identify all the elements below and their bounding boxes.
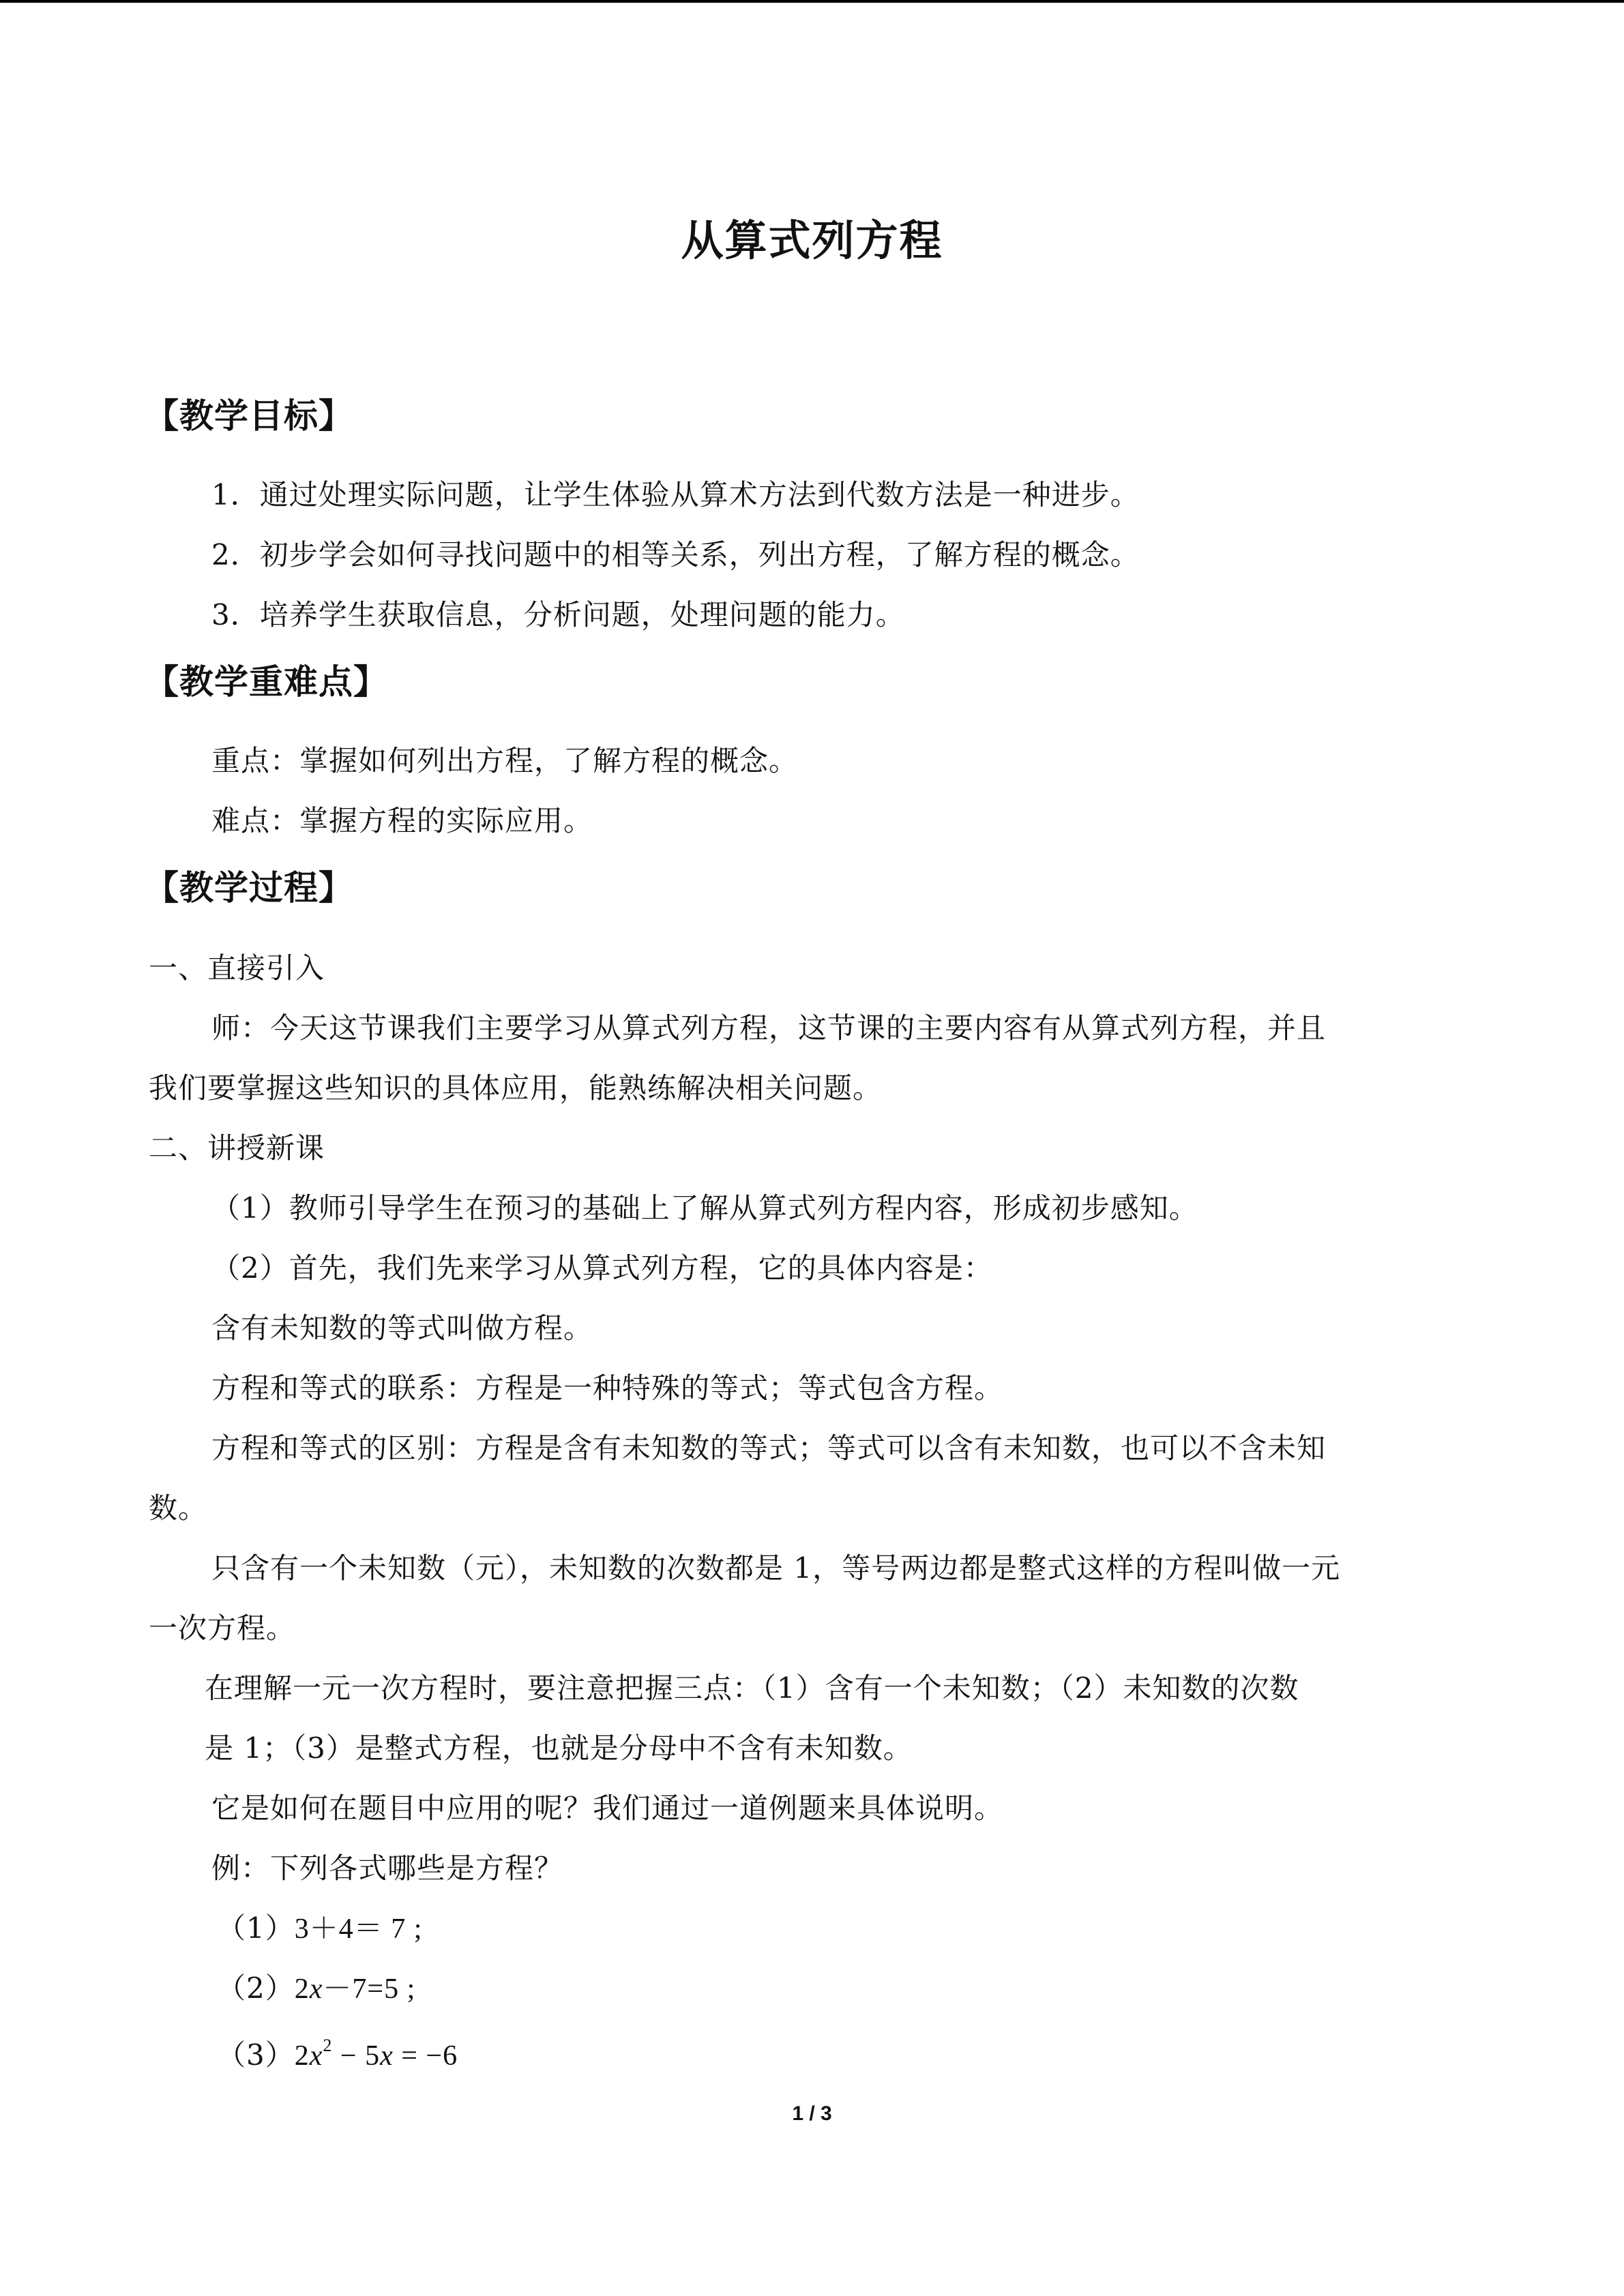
paragraph-line: 只含有一个未知数（元），未知数的次数都是 1，等号两边都是整式这样的方程叫做一元 bbox=[211, 1551, 1341, 1585]
example-1-expression: 3＋4＝ 7 ; bbox=[294, 1913, 423, 1945]
example-2-expression: 2x－7=5 ; bbox=[294, 1973, 416, 2005]
paragraph-line: 含有未知数的等式叫做方程。 bbox=[211, 1311, 593, 1345]
page-title: 从算式列方程 bbox=[681, 215, 943, 265]
page-number: 1 / 3 bbox=[792, 2102, 832, 2125]
part1-title: 一、直接引入 bbox=[149, 951, 325, 985]
paragraph-line: 它是如何在题目中应用的呢？我们通过一道例题来具体说明。 bbox=[211, 1791, 1004, 1825]
example-2 bbox=[217, 1968, 415, 2010]
part2-title: 二、讲授新课 bbox=[149, 1131, 325, 1165]
paragraph-line: 方程和等式的区别：方程是含有未知数的等式；等式可以含有未知数，也可以不含未知 bbox=[211, 1431, 1327, 1465]
key-points-heading: 【教学重难点】 bbox=[145, 662, 388, 702]
example-3-expression: $2x^2 - 5x = -6$ bbox=[294, 2036, 458, 2072]
paragraph-line: 方程和等式的联系：方程是一种特殊的等式；等式包含方程。 bbox=[211, 1371, 1004, 1405]
example-3 bbox=[217, 2035, 458, 2076]
example-1-label: （1） bbox=[217, 1911, 295, 1945]
example-prompt: 例：下列各式哪些是方程？ bbox=[211, 1851, 564, 1885]
example-3-label: （3） bbox=[217, 2038, 295, 2072]
paragraph-line: 在理解一元一次方程时，要注意把握三点：（1）含有一个未知数；（2）未知数的次数 bbox=[205, 1671, 1299, 1705]
process-heading: 【教学过程】 bbox=[145, 868, 353, 908]
key-point-item: 重点：掌握如何列出方程，了解方程的概念。 bbox=[211, 744, 799, 777]
objectives-heading: 【教学目标】 bbox=[145, 396, 353, 436]
difficult-point-item: 难点：掌握方程的实际应用。 bbox=[211, 804, 593, 837]
objective-item-2: 2．初步学会如何寻找问题中的相等关系，列出方程，了解方程的概念。 bbox=[211, 538, 1140, 571]
paragraph-line: （1）教师引导学生在预习的基础上了解从算式列方程内容，形成初步感知。 bbox=[211, 1191, 1198, 1225]
example-1 bbox=[217, 1908, 422, 1950]
paragraph-line: 师：今天这节课我们主要学习从算式列方程，这节课的主要内容有从算式列方程，并且 bbox=[211, 1011, 1327, 1045]
paragraph-line: 是 1；（3）是整式方程，也就是分母中不含有未知数。 bbox=[205, 1731, 913, 1765]
paragraph-line: （2）首先，我们先来学习从算式列方程，它的具体内容是： bbox=[211, 1251, 993, 1285]
example-2-label: （2） bbox=[217, 1971, 295, 2005]
paragraph-line: 数。 bbox=[149, 1491, 208, 1525]
paragraph-line: 一次方程。 bbox=[149, 1611, 296, 1645]
objective-item-3: 3．培养学生获取信息，分析问题，处理问题的能力。 bbox=[211, 598, 905, 631]
objective-item-1: 1．通过处理实际问题，让学生体验从算术方法到代数方法是一种进步。 bbox=[211, 478, 1140, 511]
top-border-line bbox=[0, 0, 1624, 3]
paragraph-line: 我们要掌握这些知识的具体应用，能熟练解决相关问题。 bbox=[149, 1071, 883, 1105]
